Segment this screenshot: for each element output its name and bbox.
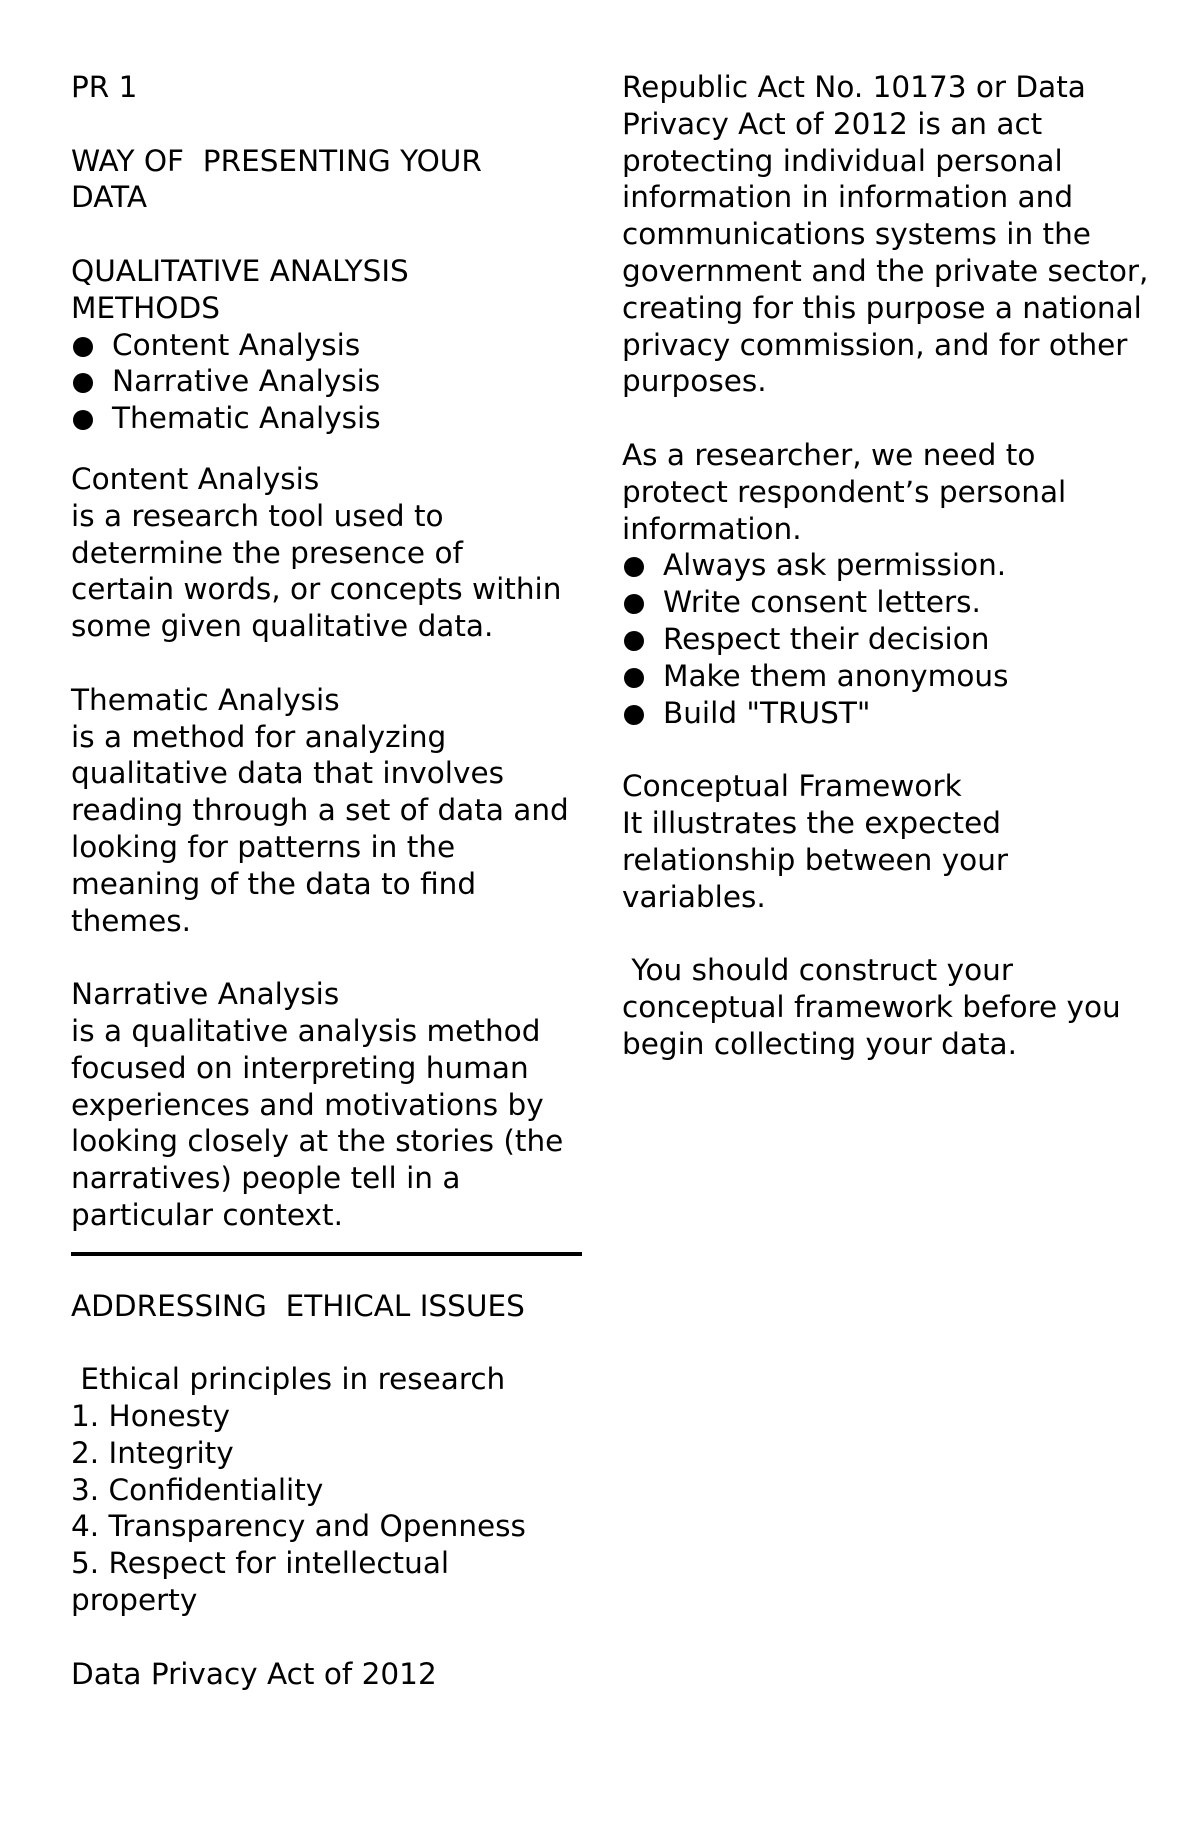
bullet-icon	[73, 410, 93, 430]
methods-heading: QUALITATIVE ANALYSIS METHODS	[71, 253, 419, 325]
methods-list	[71, 327, 591, 437]
narrative-analysis-definition: is a qualitative analysis method focused on interpreting human experiences and motivations by looking closely at the stories (the narratives) people tell in a particular context.	[71, 1013, 573, 1232]
conceptual-framework-note: You should construct your conceptual framework before you begin collecting your data.	[622, 953, 1131, 1061]
list-item	[622, 695, 1182, 732]
thematic-analysis-definition: is a method for analyzing qualitative data that involves reading through a set of data and looking for patterns in the meaning of the data to find themes.	[71, 719, 579, 938]
list-item-label: Build "TRUST"	[663, 695, 871, 730]
list-item	[622, 658, 1182, 695]
right-column	[622, 69, 1182, 1063]
conceptual-framework-title: Conceptual Framework	[622, 769, 962, 804]
conceptual-framework-definition: It illustrates the expected relationship between your variables.	[622, 805, 1018, 914]
list-item-label: Respect their decision	[663, 621, 990, 656]
list-item	[622, 621, 1182, 658]
bullet-icon	[73, 373, 93, 393]
principle-item: 4. Transparency and Openness	[71, 1509, 526, 1544]
bullet-icon	[624, 705, 644, 725]
ethical-issues-heading: ADDRESSING ETHICAL ISSUES	[71, 1288, 525, 1323]
section-divider	[71, 1252, 582, 1256]
bullet-icon	[624, 631, 644, 651]
list-item	[622, 547, 1182, 584]
bullet-icon	[624, 594, 644, 614]
bullet-icon	[73, 337, 93, 357]
list-item-label: Thematic Analysis	[112, 401, 381, 436]
list-item	[71, 400, 591, 437]
principle-item: 5. Respect for intellectual property	[71, 1546, 459, 1618]
content-analysis-title: Content Analysis	[71, 461, 320, 496]
list-item-label: Make them anonymous	[663, 658, 1009, 693]
section-heading-presenting-data: WAY OF PRESENTING YOUR DATA	[71, 143, 492, 215]
list-item	[71, 327, 591, 364]
researcher-points-list	[622, 547, 1182, 731]
thematic-analysis-title: Thematic Analysis	[71, 682, 340, 717]
list-item-label: Write consent letters.	[663, 585, 981, 620]
researcher-intro: As a researcher, we need to protect respondent’s personal information.	[622, 437, 1076, 546]
list-item	[622, 584, 1182, 621]
content-analysis-definition: is a research tool used to determine the presence of certain words, or concepts within some given qualitative data.	[71, 498, 571, 644]
bullet-icon	[624, 557, 644, 577]
data-privacy-act-title: Data Privacy Act of 2012	[71, 1656, 437, 1691]
principle-item: 3. Confidentiality	[71, 1472, 324, 1507]
subject-label: PR 1	[71, 70, 138, 104]
list-item-label: Always ask permission.	[663, 548, 1007, 583]
principle-item: 2. Integrity	[71, 1435, 234, 1470]
bullet-icon	[624, 668, 644, 688]
narrative-analysis-title: Narrative Analysis	[71, 977, 340, 1012]
republic-act-description: Republic Act No. 10173 or Data Privacy Act of 2012 is an act protecting individual personal information in information and communications systems in the government and the private sector, creating for this purpose a national privacy commission, and for other purposes.	[622, 70, 1158, 399]
list-item-label: Narrative Analysis	[112, 364, 381, 399]
list-item-label: Content Analysis	[112, 327, 361, 362]
ethical-principles-title: Ethical principles in research	[71, 1362, 506, 1397]
principle-item: 1. Honesty	[71, 1399, 230, 1434]
list-item	[71, 363, 591, 400]
left-column	[71, 69, 591, 1692]
